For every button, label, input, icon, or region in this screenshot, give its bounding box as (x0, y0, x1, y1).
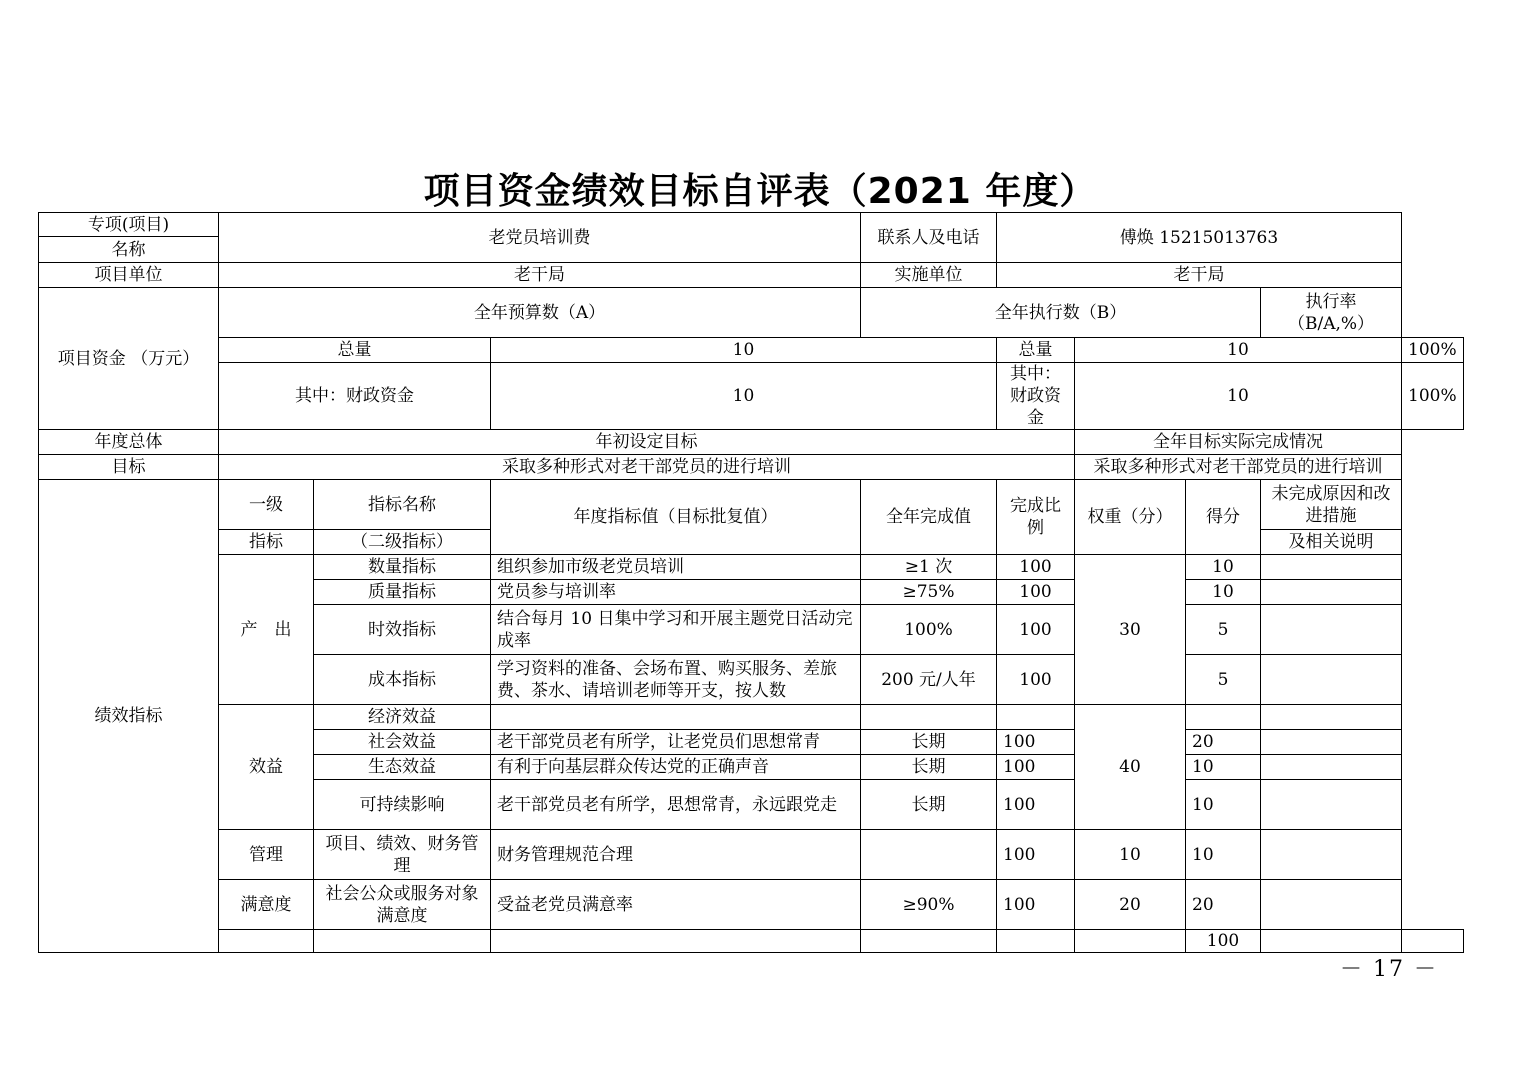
indicator-target: 党员参与培训率 (491, 580, 861, 605)
total-rate-value: 100% (1402, 338, 1464, 363)
indicator-ratio: 100 (997, 730, 1075, 755)
indicator-score: 5 (1186, 655, 1261, 705)
indicator-target: 受益老党员满意率 (491, 880, 861, 930)
satisfaction-level-label: 满意度 (219, 880, 314, 930)
indicator-reason (1261, 755, 1402, 780)
indicator-actual: ≥90% (861, 880, 997, 930)
indicator-ratio: 100 (997, 605, 1075, 655)
page-title: 项目资金绩效目标自评表（2021 年度） (423, 171, 1097, 212)
indicator-score: 20 (1186, 730, 1261, 755)
mgmt-level-label: 管理 (219, 830, 314, 880)
total-empty-cell (861, 930, 997, 953)
total-empty-cell (1402, 930, 1464, 953)
indicator-ratio: 100 (997, 780, 1075, 830)
total-exec-label: 总量 (997, 338, 1075, 363)
indicator-ratio: 100 (997, 580, 1075, 605)
total-exec-value: 10 (1075, 338, 1402, 363)
indicator-name: 项目、绩效、财务管理 (314, 830, 491, 880)
indicator-score: 10 (1186, 755, 1261, 780)
indicator-score: 10 (1186, 830, 1261, 880)
fiscal-exec-value: 10 (1075, 363, 1402, 430)
indicator-actual: 200 元/人年 (861, 655, 997, 705)
indicator-actual: 长期 (861, 755, 997, 780)
indicator-reason (1261, 705, 1402, 730)
budget-label: 全年预算数（A） (219, 288, 861, 338)
col-level1-b: 指标 (219, 530, 314, 555)
project-name-label-2: 名称 (39, 237, 219, 263)
indicator-reason (1261, 730, 1402, 755)
goal-label-1: 年度总体 (39, 430, 219, 455)
benefit-weight: 40 (1075, 705, 1186, 830)
fiscal-budget-label: 其中：财政资金 (219, 363, 491, 430)
indicator-actual: 长期 (861, 730, 997, 755)
indicator-score: 20 (1186, 880, 1261, 930)
mgmt-weight: 10 (1075, 830, 1186, 880)
indicator-ratio: 100 (997, 655, 1075, 705)
indicator-reason (1261, 580, 1402, 605)
indicator-target: 老干部党员老有所学，让老党员们思想常青 (491, 730, 861, 755)
indicator-target: 老干部党员老有所学，思想常青，永远跟党走 (491, 780, 861, 830)
indicator-reason (1261, 555, 1402, 580)
col-name-a: 指标名称 (314, 480, 491, 530)
goal-actual-value: 采取多种形式对老干部党员的进行培训 (1075, 455, 1402, 480)
indicator-actual: ≥75% (861, 580, 997, 605)
goal-initial-value: 采取多种形式对老干部党员的进行培训 (219, 455, 1075, 480)
indicator-name: 质量指标 (314, 580, 491, 605)
indicator-actual: 长期 (861, 780, 997, 830)
indicator-actual (861, 705, 997, 730)
indicator-actual (861, 830, 997, 880)
indicator-target: 财务管理规范合理 (491, 830, 861, 880)
indicator-name: 社会公众或服务对象满意度 (314, 880, 491, 930)
fiscal-rate-value: 100% (1402, 363, 1464, 430)
indicator-ratio: 100 (997, 830, 1075, 880)
total-empty-cell (1261, 930, 1402, 953)
indicator-name: 生态效益 (314, 755, 491, 780)
col-target: 年度指标值（目标批复值） (491, 480, 861, 555)
col-reason-a: 未完成原因和改进措施 (1261, 480, 1402, 530)
goal-label-2: 目标 (39, 455, 219, 480)
indicator-name: 社会效益 (314, 730, 491, 755)
indicator-score: 10 (1186, 780, 1261, 830)
indicator-target (491, 705, 861, 730)
col-actual: 全年完成值 (861, 480, 997, 555)
indicator-ratio: 100 (997, 555, 1075, 580)
output-level-label: 产 出 (219, 555, 314, 705)
total-empty-cell (314, 930, 491, 953)
exec-label: 全年执行数（B） (861, 288, 1261, 338)
col-ratio: 完成比例 (997, 480, 1075, 555)
indicator-reason (1261, 605, 1402, 655)
project-name-value: 老党员培训费 (219, 213, 861, 263)
indicator-ratio: 100 (997, 755, 1075, 780)
total-weight: 100 (1186, 930, 1261, 953)
indicator-target: 结合每月 10 日集中学习和开展主题党日活动完成率 (491, 605, 861, 655)
total-empty-cell (997, 930, 1075, 953)
goal-actual-label: 全年目标实际完成情况 (1075, 430, 1402, 455)
total-budget-label: 总量 (219, 338, 491, 363)
col-score: 得分 (1186, 480, 1261, 555)
indicator-score: 5 (1186, 605, 1261, 655)
indicator-name: 可持续影响 (314, 780, 491, 830)
goal-initial-label: 年初设定目标 (219, 430, 1075, 455)
total-empty-cell (219, 930, 314, 953)
benefit-level-label: 效益 (219, 705, 314, 830)
total-empty-cell (491, 930, 861, 953)
funds-label: 项目资金 （万元） (39, 288, 219, 430)
col-reason-b: 及相关说明 (1261, 530, 1402, 555)
fiscal-exec-label: 其中：财政资金 (997, 363, 1075, 430)
page-number: － 17 － (1340, 957, 1438, 982)
indicator-ratio (997, 705, 1075, 730)
indicator-name: 成本指标 (314, 655, 491, 705)
evaluation-table (38, 212, 1464, 953)
indicator-reason (1261, 830, 1402, 880)
project-unit-value: 老干局 (219, 263, 861, 288)
total-empty-cell (1075, 930, 1186, 953)
project-unit-label: 项目单位 (39, 263, 219, 288)
indicator-actual: 100% (861, 605, 997, 655)
indicator-score: 10 (1186, 555, 1261, 580)
indicator-name: 经济效益 (314, 705, 491, 730)
fiscal-budget-value: 10 (491, 363, 997, 430)
indicator-reason (1261, 780, 1402, 830)
indicator-reason (1261, 880, 1402, 930)
col-name-b: （二级指标） (314, 530, 491, 555)
contact-value: 傅焕 15215013763 (997, 213, 1402, 263)
indicator-target: 组织参加市级老党员培训 (491, 555, 861, 580)
project-name-label-1: 专项(项目) (39, 213, 219, 237)
indicator-target: 有利于向基层群众传达党的正确声音 (491, 755, 861, 780)
indicator-reason (1261, 655, 1402, 705)
total-budget-value: 10 (491, 338, 997, 363)
col-weight: 权重（分） (1075, 480, 1186, 555)
indicator-score (1186, 705, 1261, 730)
rate-label: 执行率（B/A,%） (1261, 288, 1402, 338)
indicator-name: 时效指标 (314, 605, 491, 655)
indicator-score: 10 (1186, 580, 1261, 605)
performance-label: 绩效指标 (39, 480, 219, 953)
impl-unit-value: 老干局 (997, 263, 1402, 288)
col-level1-a: 一级 (219, 480, 314, 530)
impl-unit-label: 实施单位 (861, 263, 997, 288)
indicator-ratio: 100 (997, 880, 1075, 930)
contact-label: 联系人及电话 (861, 213, 997, 263)
output-weight: 30 (1075, 555, 1186, 705)
indicator-actual: ≥1 次 (861, 555, 997, 580)
indicator-target: 学习资料的准备、会场布置、购买服务、差旅费、茶水、请培训老师等开支，按人数 (491, 655, 861, 705)
indicator-name: 数量指标 (314, 555, 491, 580)
satisfaction-weight: 20 (1075, 880, 1186, 930)
